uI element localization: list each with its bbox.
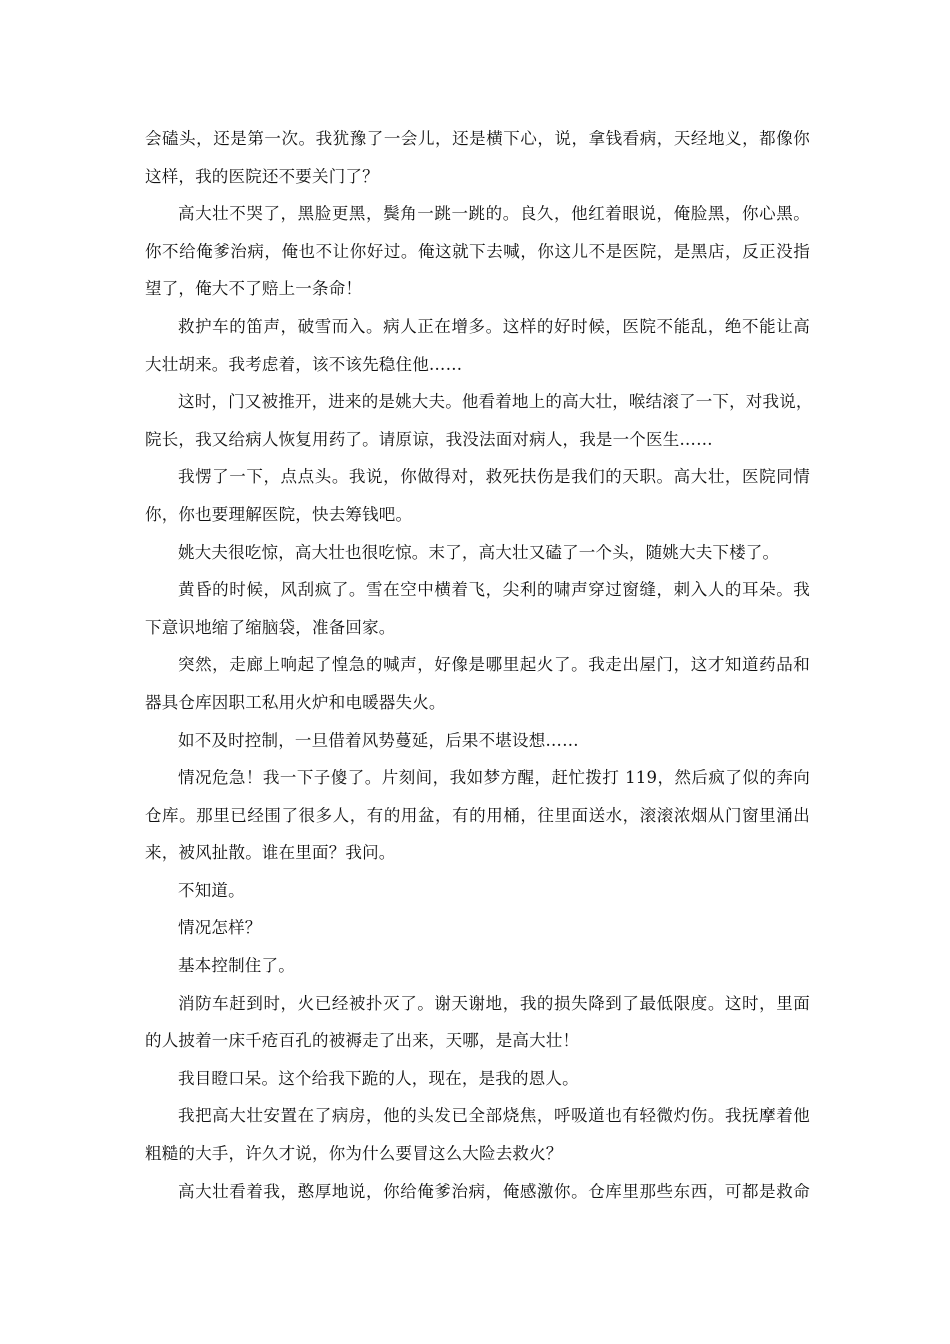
- text-line: 突然，走廊上响起了惶急的喊声，好像是哪里起火了。我走出屋门，这才知道药品和: [178, 655, 810, 675]
- text-line: 这样，我的医院还不要关门了？: [145, 166, 379, 186]
- text-line: 不知道。: [178, 880, 245, 900]
- text-line: 你不给俺爹治病，俺也不让你好过。俺这就下去喊，你这儿不是医院，是黑店，反正没指: [145, 241, 810, 261]
- text-line: 仓库。那里已经围了很多人，有的用盆，有的用桶，往里面送水，滚滚浓烟从门窗里涌出: [145, 805, 810, 825]
- text-line: 院长，我又给病人恢复用药了。请原谅，我没法面对病人，我是一个医生……: [145, 429, 713, 449]
- text-line: 会磕头，还是第一次。我犹豫了一会儿，还是横下心，说，拿钱看病，天经地义，都像你: [145, 129, 810, 148]
- text-line: 粗糙的大手，许久才说，你为什么要冒这么大险去救火？: [145, 1144, 563, 1164]
- text-line: 高大壮不哭了，黑脸更黑，鬓角一跳一跳的。良久，他红着眼说，俺脸黑，你心黑。: [178, 204, 810, 224]
- document-page: [145, 120, 813, 1210]
- text-line: 消防车赶到时，火已经被扑灭了。谢天谢地，我的损失降到了最低限度。这时，里面: [178, 993, 810, 1013]
- text-line: 救护车的笛声，破雪而入。病人正在增多。这样的好时候，医院不能乱，绝不能让高: [178, 316, 810, 336]
- text-line: 高大壮看着我，憨厚地说，你给俺爹治病，俺感激你。仓库里那些东西，可都是救命: [178, 1181, 810, 1201]
- text-line: 情况怎样？: [178, 918, 262, 938]
- text-line: 的人披着一床千疮百孔的被褥走了出来，天哪，是高大壮！: [145, 1031, 580, 1051]
- text-line: 情况危急！我一下子傻了。片刻间，我如梦方醒，赶忙拨打 119，然后疯了似的奔向: [178, 768, 810, 788]
- text-line: 基本控制住了。: [178, 956, 295, 976]
- text-line: 这时，门又被推开，进来的是姚大夫。他看着地上的高大壮，喉结滚了一下，对我说，: [178, 392, 813, 412]
- text-line: 器具仓库因职工私用火炉和电暖器失火。: [145, 692, 446, 712]
- text-line: 望了，俺大不了赔上一条命！: [145, 279, 363, 299]
- text-line: 我把高大壮安置在了病房，他的头发已全部烧焦，呼吸道也有轻微灼伤。我抚摩着他: [178, 1106, 810, 1126]
- text-line: 黄昏的时候，风刮疯了。雪在空中横着飞，尖利的啸声穿过窗缝，刺入人的耳朵。我: [178, 580, 810, 600]
- text-line: 你，你也要理解医院，快去筹钱吧。: [145, 504, 413, 524]
- text-line: 来，被风扯散。谁在里面？我问。: [145, 843, 396, 863]
- text-line: 我愣了一下，点点头。我说，你做得对，救死扶伤是我们的天职。高大壮，医院同情: [178, 467, 810, 487]
- text-line: 大壮胡来。我考虑着，该不该先稳住他……: [145, 354, 463, 374]
- text-line: 姚大夫很吃惊，高大壮也很吃惊。末了，高大壮又磕了一个头，随姚大夫下楼了。: [178, 542, 780, 562]
- text-line: 下意识地缩了缩脑袋，准备回家。: [145, 617, 396, 637]
- text-line: 如不及时控制，一旦借着风势蔓延，后果不堪设想……: [178, 730, 579, 750]
- text-line: 我目瞪口呆。这个给我下跪的人，现在，是我的恩人。: [178, 1068, 579, 1088]
